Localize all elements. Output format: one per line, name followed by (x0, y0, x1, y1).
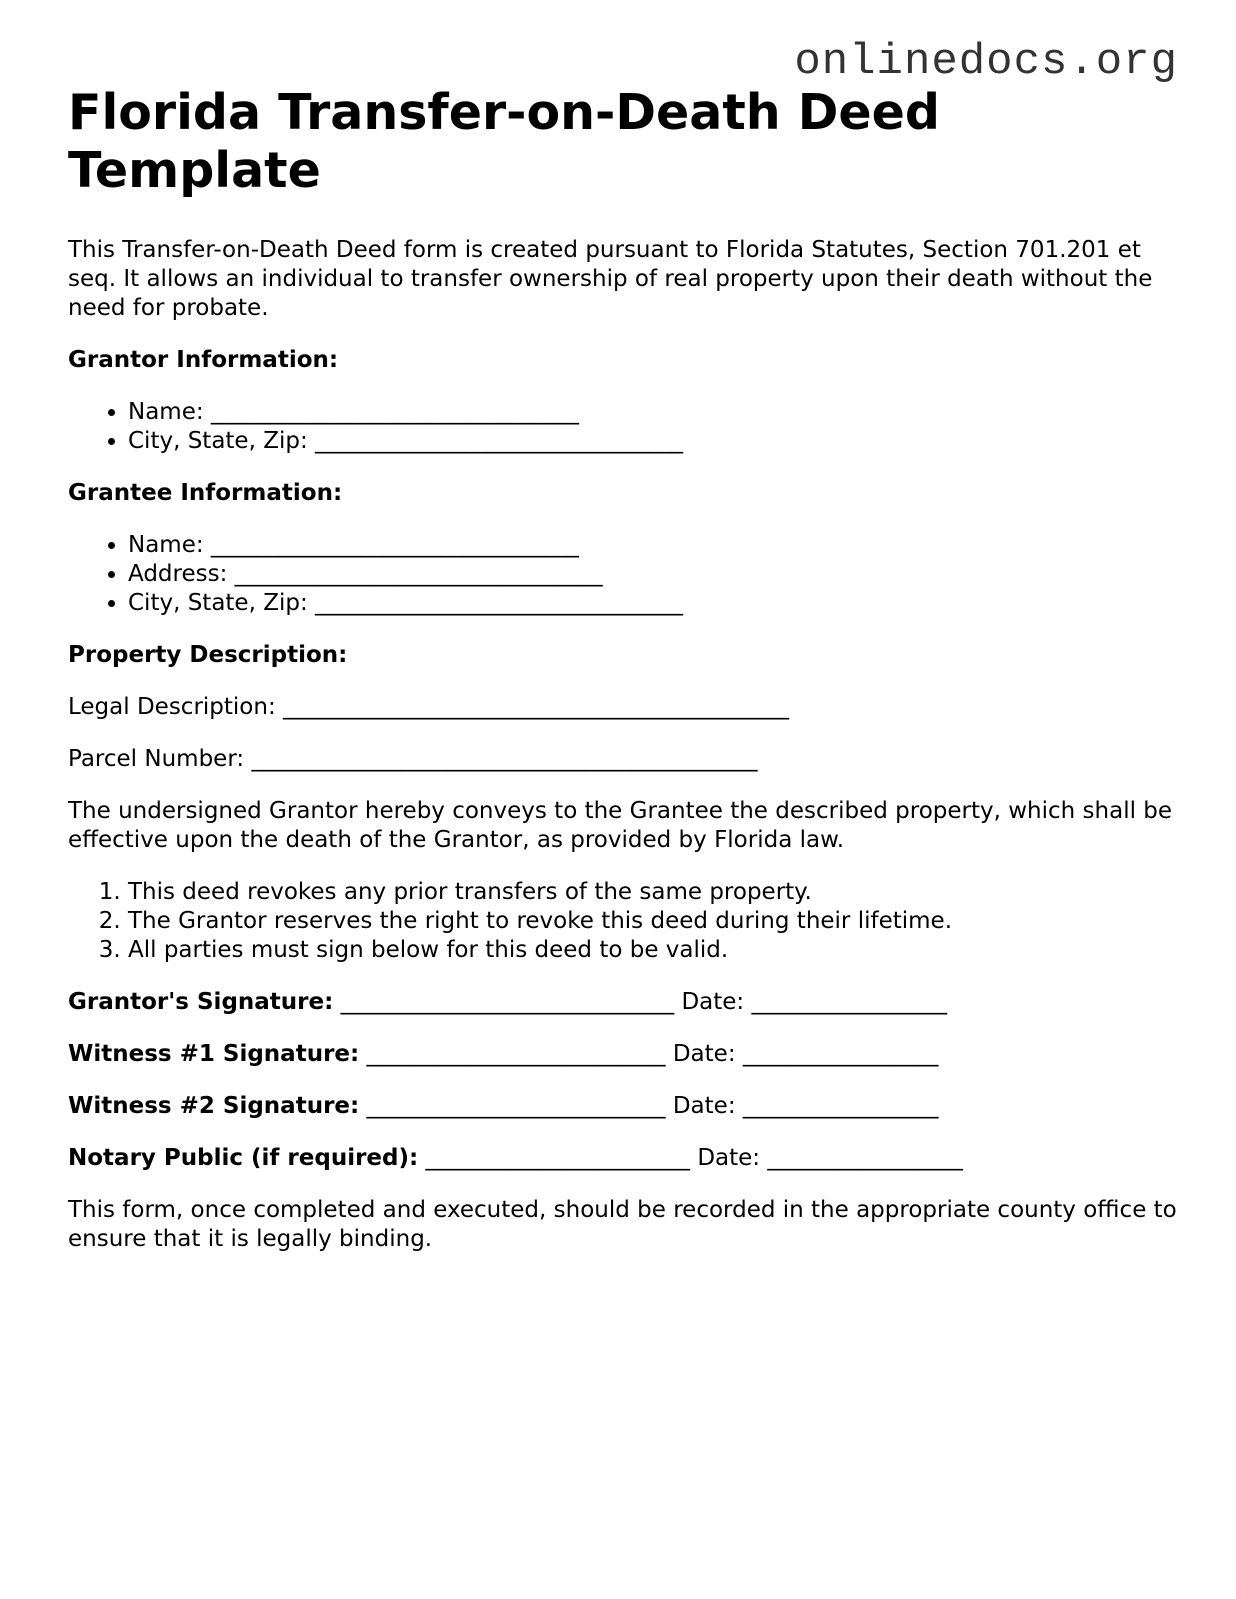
closing-paragraph: This form, once completed and executed, should be recorded in the appropriate county office to ensure that it is legally binding. (68, 1197, 1177, 1252)
conveyance-paragraph: The undersigned Grantor hereby conveys to the Grantee the described property, which shall be effective upon the death of the Grantor, as provided by Florida law. (68, 798, 1173, 853)
property-heading: Property Description: (68, 642, 348, 668)
witness2-signature-field[interactable]: Witness #2 Signature: __________________________ Date: _________________ (68, 1093, 939, 1119)
grantee-address-field[interactable]: • Address: ________________________________ (128, 560, 1178, 589)
term-item: 1. This deed revokes any prior transfers of the same property. (128, 878, 1178, 907)
term-item: 3. All parties must sign below for this deed to be valid. (128, 936, 1178, 965)
grantor-name-field[interactable]: • Name: ________________________________ (128, 398, 1178, 427)
term-item: 2. The Grantor reserves the right to revoke this deed during their lifetime. (128, 907, 1178, 936)
watermark: onlinedocs.org (794, 37, 1178, 87)
witness1-signature-field[interactable]: Witness #1 Signature: __________________________ Date: _________________ (68, 1041, 939, 1067)
notary-signature-field[interactable]: Notary Public (if required): _______________________ Date: _________________ (68, 1145, 963, 1171)
terms-list (68, 878, 1178, 965)
grantor-signature-field[interactable]: Grantor's Signature: _____________________________ Date: _________________ (68, 989, 947, 1015)
grantee-name-field[interactable]: • Name: ________________________________ (128, 531, 1178, 560)
grantor-heading: Grantor Information: (68, 347, 339, 373)
intro-paragraph: This Transfer-on-Death Deed form is created pursuant to Florida Statutes, Section 701.201 et seq. It allows an individual to transfer ownership of real property upon their death without the need for probate. (68, 237, 1153, 321)
legal-description-field[interactable]: Legal Description: ____________________________________________ (68, 694, 790, 720)
grantee-city-field[interactable]: • City, State, Zip: ________________________________ (128, 589, 1178, 618)
page-title: Florida Transfer-on-Death Deed Template (68, 84, 940, 199)
parcel-number-field[interactable]: Parcel Number: ____________________________________________ (68, 746, 758, 772)
document (68, 84, 1178, 1277)
grantor-city-field[interactable]: • City, State, Zip: ________________________________ (128, 427, 1178, 456)
grantee-list (68, 531, 1178, 618)
grantor-list (68, 398, 1178, 456)
grantee-heading: Grantee Information: (68, 480, 343, 506)
